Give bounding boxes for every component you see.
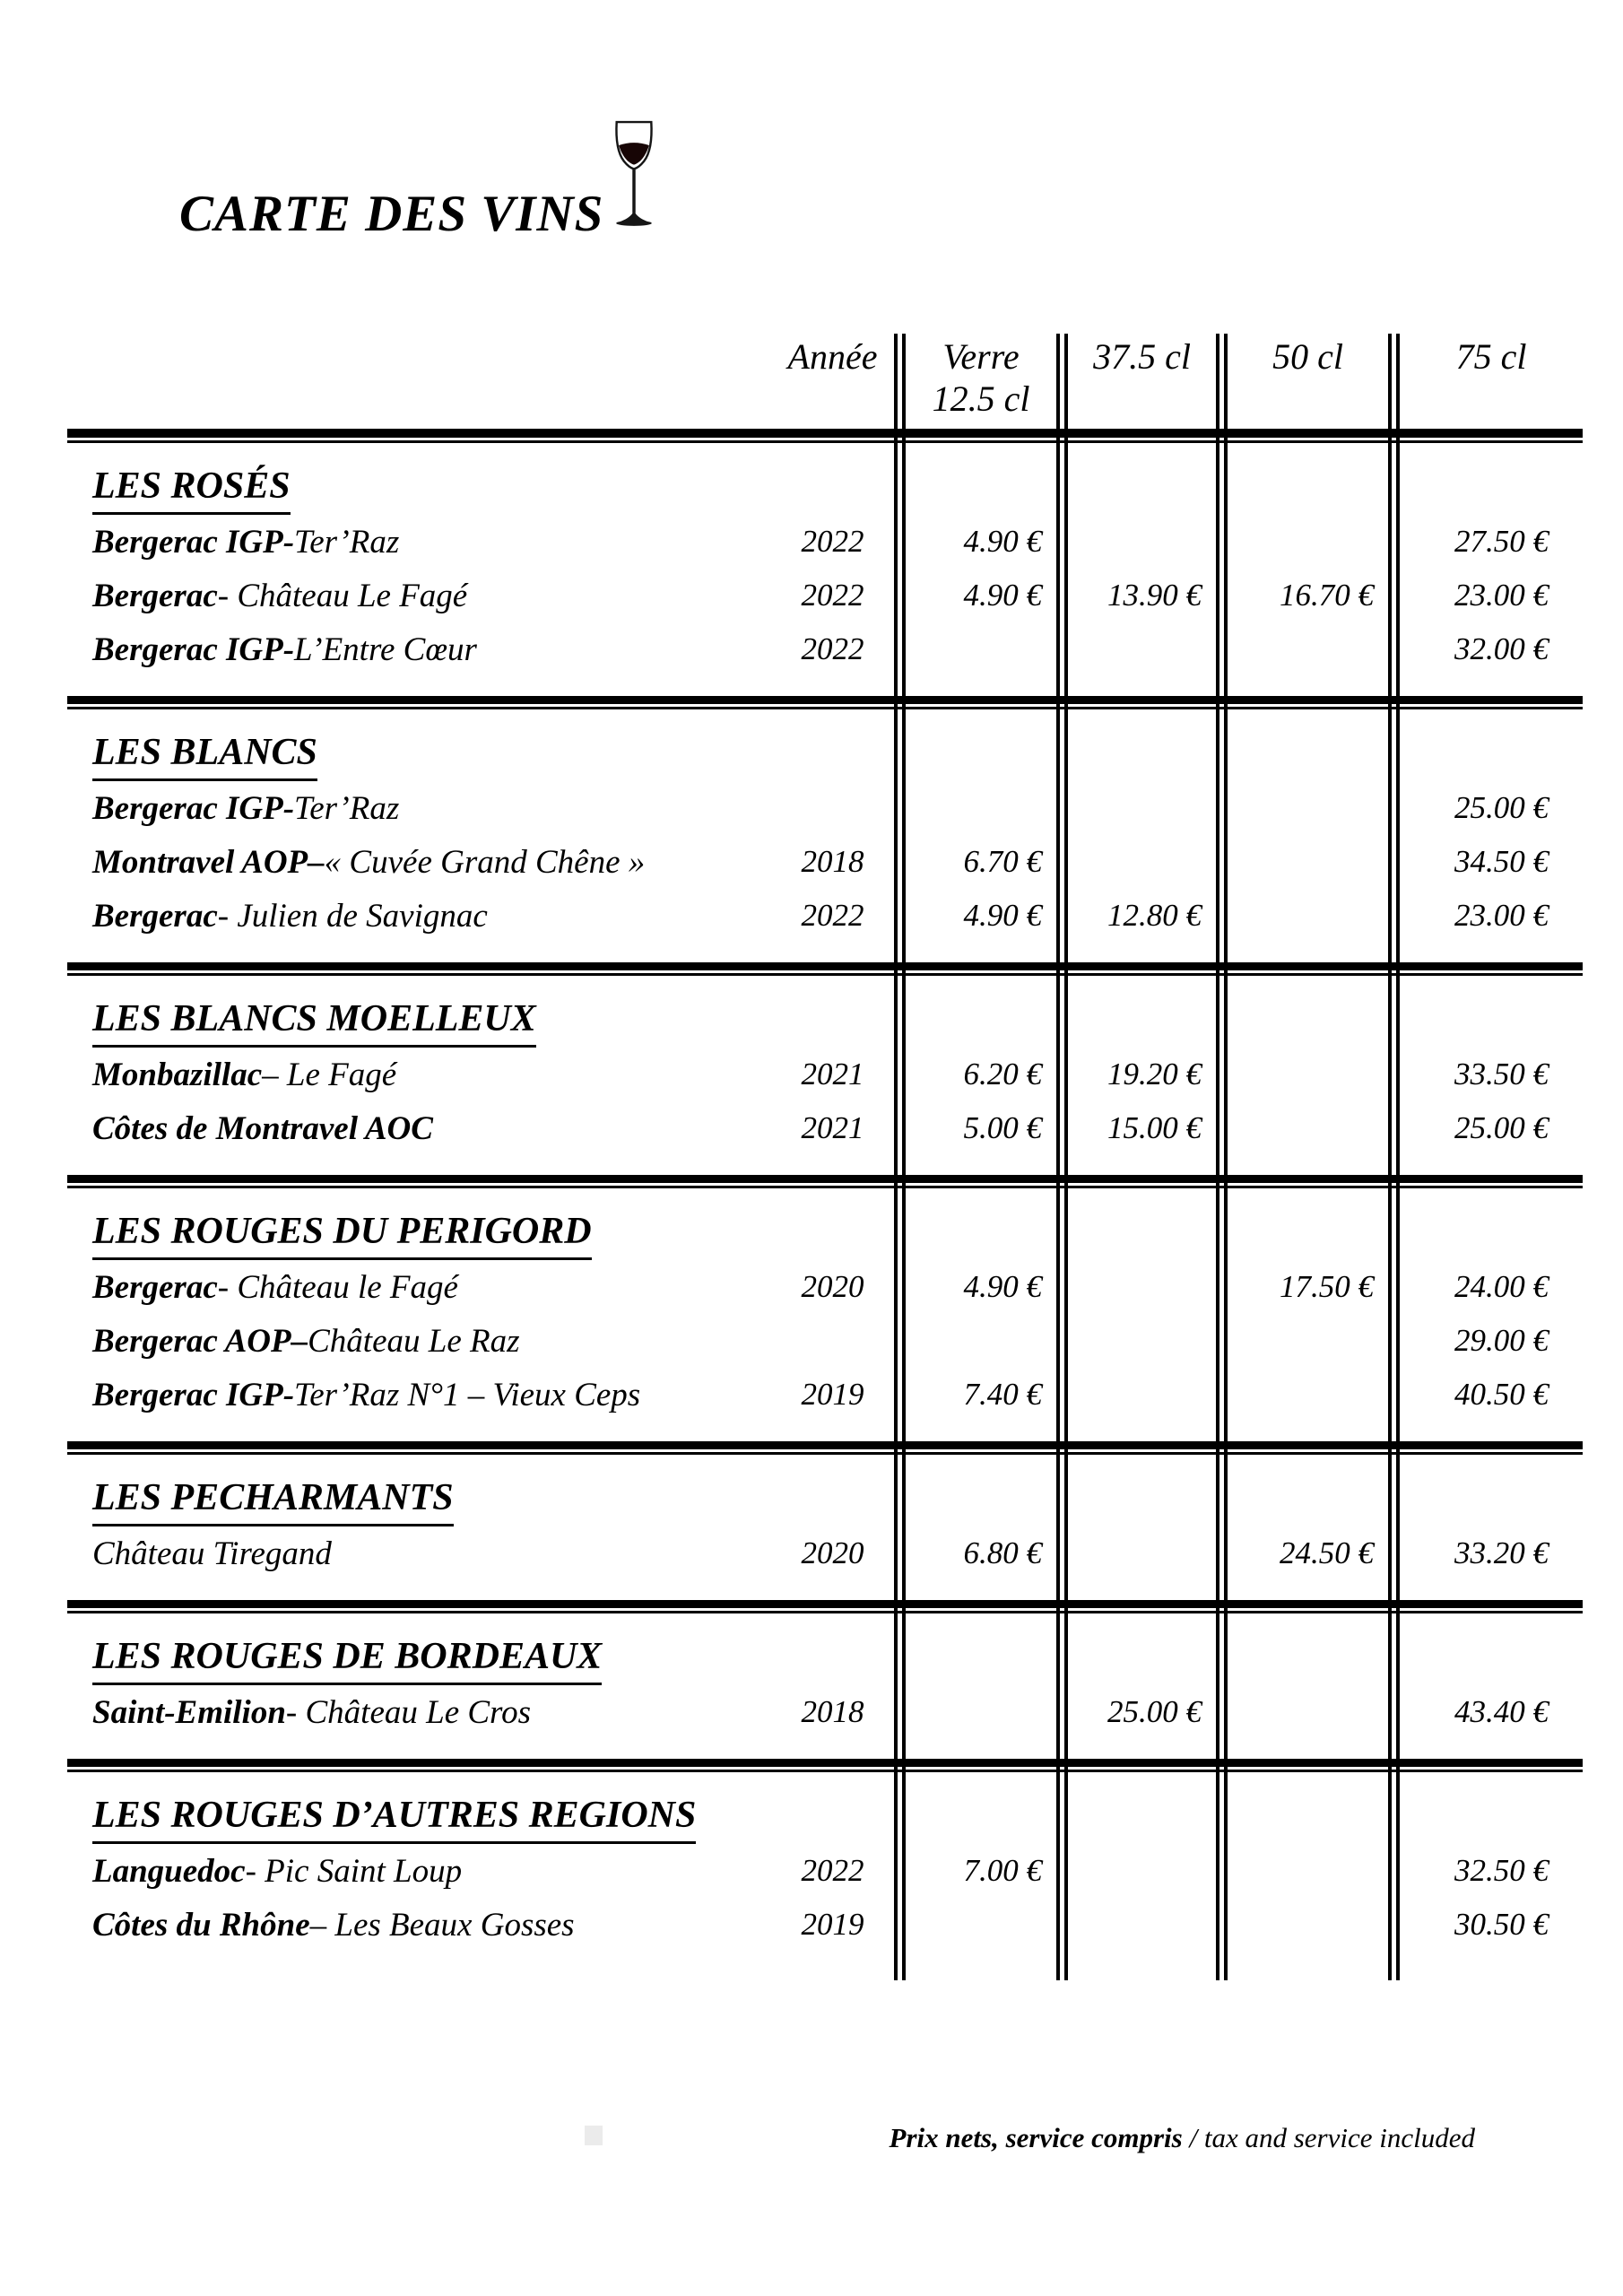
sep-verre-cell: [894, 1600, 1056, 1613]
pad-c50-cell: [1216, 943, 1388, 962]
pad-name-cell: [67, 1580, 771, 1600]
pad-c375-cell: [1056, 943, 1216, 962]
sep-annee-cell: [771, 1759, 894, 1772]
sep-c375-cell: [1056, 1175, 1216, 1188]
wine-name: Bergerac IGP- L’Entre Cœur: [92, 631, 477, 668]
wine-name: Saint-Emilion - Château Le Cros: [92, 1693, 531, 1731]
wine-name: Bergerac AOP– Château Le Raz: [92, 1322, 520, 1360]
price-c75: 32.00 €: [1388, 622, 1583, 676]
price-c75: 40.50 €: [1388, 1368, 1583, 1422]
pad-c375-cell: [1056, 1580, 1216, 1600]
trow-c75-cell: [1388, 1772, 1583, 1844]
wine-name: Château Tiregand: [92, 1535, 332, 1572]
pad-c50-cell: [1216, 676, 1388, 696]
header-verre-line1: Verre: [942, 336, 1020, 377]
trow-verre-cell: [894, 709, 1056, 781]
price-verre: [894, 781, 1056, 835]
trow-c50-cell: [1216, 443, 1388, 515]
trow-name-cell: [67, 709, 771, 781]
pad-annee-cell: [771, 1739, 894, 1759]
vintage-year: 2022: [801, 524, 864, 559]
header-separator: [894, 429, 1056, 443]
trow-c375-cell: [1056, 1188, 1216, 1260]
price-c75: 25.00 €: [1388, 781, 1583, 835]
price-c75: 24.00 €: [1388, 1260, 1583, 1314]
header-separator: [1056, 429, 1216, 443]
sep-verre-cell: [894, 962, 1056, 976]
tail-c50-cell: [1216, 1952, 1388, 1980]
footer-note-rest: / tax and service included: [1182, 2122, 1475, 2153]
price-c50: 24.50 €: [1216, 1526, 1388, 1580]
price-c75: 33.50 €: [1388, 1048, 1583, 1101]
price-verre: 7.40 €: [894, 1368, 1056, 1422]
sep-name-cell: [67, 1759, 771, 1772]
price-c375: 25.00 €: [1056, 1685, 1216, 1739]
price-c50: [1216, 1898, 1388, 1952]
pad-name-cell: [67, 676, 771, 696]
sep-annee-cell: [771, 696, 894, 709]
price-c375: 12.80 €: [1056, 889, 1216, 943]
pad-c75-cell: [1388, 943, 1583, 962]
price-verre: 4.90 €: [894, 889, 1056, 943]
vintage-year: 2020: [801, 1535, 864, 1570]
trow-c50-cell: [1216, 1613, 1388, 1685]
header-375cl: 37.5 cl: [1056, 334, 1216, 429]
section-title: LES ROUGES DE BORDEAUX: [92, 1635, 602, 1685]
vintage-year: 2022: [801, 578, 864, 613]
wine-glass-icon: [606, 120, 662, 231]
wine-name: Montravel AOP– « Cuvée Grand Chêne »: [92, 843, 646, 881]
pad-verre-cell: [894, 943, 1056, 962]
sep-c75-cell: [1388, 1759, 1583, 1772]
wine-name-bold: Bergerac: [92, 897, 218, 935]
price-c375: [1056, 781, 1216, 835]
price-c75: 34.50 €: [1388, 835, 1583, 889]
pad-c50-cell: [1216, 1580, 1388, 1600]
price-c50: [1216, 781, 1388, 835]
price-c75: 23.00 €: [1388, 569, 1583, 622]
tail-name-cell: [67, 1952, 771, 1980]
tail-c75-cell: [1388, 1952, 1583, 1980]
sep-verre-cell: [894, 1441, 1056, 1455]
wine-name-bold: Bergerac IGP-: [92, 1376, 295, 1413]
pad-annee-cell: [771, 676, 894, 696]
pad-annee-cell: [771, 1155, 894, 1175]
vintage-year: 2019: [801, 1907, 864, 1942]
price-c75: 29.00 €: [1388, 1314, 1583, 1368]
header-separator: [771, 429, 894, 443]
wine-name-bold: Saint-Emilion: [92, 1693, 286, 1731]
price-verre: 7.00 €: [894, 1844, 1056, 1898]
header-75cl: 75 cl: [1388, 334, 1583, 429]
price-c50: [1216, 622, 1388, 676]
pad-name-cell: [67, 943, 771, 962]
vintage-year: 2022: [801, 631, 864, 666]
vintage-year: [771, 1314, 894, 1368]
price-verre: 6.80 €: [894, 1526, 1056, 1580]
pad-verre-cell: [894, 1580, 1056, 1600]
trow-c50-cell: [1216, 1455, 1388, 1526]
price-c75: 30.50 €: [1388, 1898, 1583, 1952]
footer-note: [890, 2122, 1475, 2154]
vintage-year: 2022: [801, 898, 864, 933]
trow-c375-cell: [1056, 443, 1216, 515]
wine-name-bold: Côtes du Rhône: [92, 1906, 310, 1944]
trow-c75-cell: [1388, 1188, 1583, 1260]
trow-c75-cell: [1388, 976, 1583, 1048]
trow-c50-cell: [1216, 1772, 1388, 1844]
trow-c50-cell: [1216, 1188, 1388, 1260]
sep-name-cell: [67, 1441, 771, 1455]
sep-annee-cell: [771, 962, 894, 976]
trow-c375-cell: [1056, 709, 1216, 781]
pad-c375-cell: [1056, 1739, 1216, 1759]
trow-verre-cell: [894, 1613, 1056, 1685]
header-separator: [1388, 429, 1583, 443]
price-verre: [894, 1898, 1056, 1952]
wine-name-bold: Languedoc: [92, 1852, 246, 1890]
price-c50: 17.50 €: [1216, 1260, 1388, 1314]
header-verre: [894, 334, 1056, 429]
price-verre: [894, 1685, 1056, 1739]
sep-verre-cell: [894, 1759, 1056, 1772]
price-c75: 43.40 €: [1388, 1685, 1583, 1739]
sep-name-cell: [67, 696, 771, 709]
price-c75: 23.00 €: [1388, 889, 1583, 943]
vintage-year: 2022: [801, 1853, 864, 1888]
price-c75: 27.50 €: [1388, 515, 1583, 569]
trow-c50-cell: [1216, 709, 1388, 781]
price-c50: [1216, 835, 1388, 889]
sep-name-cell: [67, 962, 771, 976]
sep-c50-cell: [1216, 696, 1388, 709]
trow-annee-cell: [771, 443, 894, 515]
price-verre: 4.90 €: [894, 1260, 1056, 1314]
sep-c50-cell: [1216, 1759, 1388, 1772]
price-c50: [1216, 515, 1388, 569]
price-c375: [1056, 1844, 1216, 1898]
section-title: LES PECHARMANTS: [92, 1476, 454, 1526]
vintage-year: 2020: [801, 1269, 864, 1304]
footer-mark: [585, 2126, 603, 2145]
wine-name-bold: Bergerac AOP–: [92, 1322, 308, 1360]
sep-c75-cell: [1388, 962, 1583, 976]
section-title: LES BLANCS: [92, 731, 317, 781]
trow-c375-cell: [1056, 1772, 1216, 1844]
trow-annee-cell: [771, 709, 894, 781]
trow-c375-cell: [1056, 1455, 1216, 1526]
sep-c75-cell: [1388, 1175, 1583, 1188]
price-verre: 6.70 €: [894, 835, 1056, 889]
price-c375: 13.90 €: [1056, 569, 1216, 622]
trow-name-cell: [67, 1613, 771, 1685]
wine-name-bold: Bergerac IGP-: [92, 523, 295, 561]
price-c375: [1056, 1526, 1216, 1580]
price-c50: [1216, 1314, 1388, 1368]
trow-c375-cell: [1056, 976, 1216, 1048]
wine-name: Bergerac IGP- Ter’Raz: [92, 523, 400, 561]
price-verre: [894, 1314, 1056, 1368]
wine-name-bold: Montravel AOP–: [92, 843, 325, 881]
vintage-year: 2021: [801, 1110, 864, 1145]
header-name-cell: [67, 334, 771, 429]
price-c50: [1216, 1844, 1388, 1898]
pad-c50-cell: [1216, 1739, 1388, 1759]
price-c50: [1216, 1685, 1388, 1739]
sep-annee-cell: [771, 1175, 894, 1188]
sep-c75-cell: [1388, 1600, 1583, 1613]
sep-annee-cell: [771, 1441, 894, 1455]
trow-verre-cell: [894, 1455, 1056, 1526]
wine-name-bold: Bergerac IGP-: [92, 789, 295, 827]
trow-annee-cell: [771, 1772, 894, 1844]
pad-c75-cell: [1388, 1739, 1583, 1759]
section-title: LES ROUGES DU PERIGORD: [92, 1210, 592, 1260]
pad-verre-cell: [894, 676, 1056, 696]
sep-c50-cell: [1216, 1175, 1388, 1188]
trow-c75-cell: [1388, 1455, 1583, 1526]
tail-c375-cell: [1056, 1952, 1216, 1980]
sep-name-cell: [67, 1600, 771, 1613]
vintage-year: 2021: [801, 1057, 864, 1091]
price-c75: 32.50 €: [1388, 1844, 1583, 1898]
price-c50: [1216, 1101, 1388, 1155]
pad-c75-cell: [1388, 1422, 1583, 1441]
pad-name-cell: [67, 1422, 771, 1441]
wine-name-bold: Bergerac: [92, 577, 218, 614]
pad-c75-cell: [1388, 1580, 1583, 1600]
price-verre: 4.90 €: [894, 515, 1056, 569]
price-c50: [1216, 889, 1388, 943]
section-title: LES BLANCS MOELLEUX: [92, 997, 536, 1048]
price-c375: 15.00 €: [1056, 1101, 1216, 1155]
header-separator: [67, 429, 771, 443]
sep-c75-cell: [1388, 1441, 1583, 1455]
pad-c50-cell: [1216, 1422, 1388, 1441]
sep-c375-cell: [1056, 1759, 1216, 1772]
trow-c75-cell: [1388, 1613, 1583, 1685]
trow-name-cell: [67, 976, 771, 1048]
pad-verre-cell: [894, 1739, 1056, 1759]
pad-name-cell: [67, 1155, 771, 1175]
price-c375: [1056, 1368, 1216, 1422]
header-verre-line2: 12.5 cl: [932, 378, 1030, 419]
trow-c375-cell: [1056, 1613, 1216, 1685]
sep-c375-cell: [1056, 1441, 1216, 1455]
trow-c75-cell: [1388, 709, 1583, 781]
vintage-year: 2018: [801, 844, 864, 879]
price-c375: 19.20 €: [1056, 1048, 1216, 1101]
sep-name-cell: [67, 1175, 771, 1188]
pad-c375-cell: [1056, 676, 1216, 696]
price-c50: 16.70 €: [1216, 569, 1388, 622]
header-separator: [1216, 429, 1388, 443]
wine-name-bold: Monbazillac: [92, 1056, 263, 1093]
sep-c375-cell: [1056, 696, 1216, 709]
trow-annee-cell: [771, 1188, 894, 1260]
price-verre: [894, 622, 1056, 676]
sep-c50-cell: [1216, 962, 1388, 976]
header-50cl: 50 cl: [1216, 334, 1388, 429]
trow-verre-cell: [894, 1188, 1056, 1260]
sep-verre-cell: [894, 1175, 1056, 1188]
vintage-year: 2019: [801, 1377, 864, 1412]
wine-name-bold: Côtes de Montravel AOC: [92, 1109, 433, 1147]
wine-price-table: [67, 334, 1583, 1980]
sep-c375-cell: [1056, 962, 1216, 976]
wine-name: Monbazillac – Le Fagé: [92, 1056, 397, 1093]
wine-name: Bergerac - Château Le Fagé: [92, 577, 468, 614]
wine-name: [67, 1101, 771, 1155]
wine-name: Languedoc - Pic Saint Loup: [92, 1852, 463, 1890]
price-c375: [1056, 515, 1216, 569]
trow-verre-cell: [894, 976, 1056, 1048]
pad-c75-cell: [1388, 676, 1583, 696]
vintage-year: 2018: [801, 1694, 864, 1729]
pad-annee-cell: [771, 943, 894, 962]
pad-verre-cell: [894, 1155, 1056, 1175]
header-annee: Année: [787, 336, 878, 377]
wine-name: Côtes du Rhône – Les Beaux Gosses: [92, 1906, 575, 1944]
sep-annee-cell: [771, 1600, 894, 1613]
price-c75: 33.20 €: [1388, 1526, 1583, 1580]
sep-c50-cell: [1216, 1600, 1388, 1613]
sep-c375-cell: [1056, 1600, 1216, 1613]
trow-annee-cell: [771, 976, 894, 1048]
trow-c50-cell: [1216, 976, 1388, 1048]
pad-name-cell: [67, 1739, 771, 1759]
trow-name-cell: [67, 1455, 771, 1526]
pad-verre-cell: [894, 1422, 1056, 1441]
tail-verre-cell: [894, 1952, 1056, 1980]
wine-name: Bergerac IGP- Ter’Raz: [92, 789, 400, 827]
wine-name: Bergerac - Château le Fagé: [92, 1268, 458, 1306]
wine-name: Bergerac - Julien de Savignac: [92, 897, 488, 935]
trow-name-cell: [67, 1188, 771, 1260]
price-c375: [1056, 1898, 1216, 1952]
wine-name-bold: Bergerac IGP-: [92, 631, 295, 668]
pad-c375-cell: [1056, 1155, 1216, 1175]
price-c375: [1056, 622, 1216, 676]
page-title: CARTE DES VINS: [179, 186, 604, 242]
trow-name-cell: [67, 1772, 771, 1844]
price-c375: [1056, 1314, 1216, 1368]
price-c75: 25.00 €: [1388, 1101, 1583, 1155]
price-c50: [1216, 1048, 1388, 1101]
pad-c50-cell: [1216, 1155, 1388, 1175]
price-c50: [1216, 1368, 1388, 1422]
pad-annee-cell: [771, 1422, 894, 1441]
sep-c50-cell: [1216, 1441, 1388, 1455]
price-verre: 6.20 €: [894, 1048, 1056, 1101]
trow-annee-cell: [771, 1613, 894, 1685]
section-title: LES ROSÉS: [92, 465, 291, 515]
price-verre: 5.00 €: [894, 1101, 1056, 1155]
price-c375: [1056, 835, 1216, 889]
trow-verre-cell: [894, 1772, 1056, 1844]
trow-c75-cell: [1388, 443, 1583, 515]
pad-c375-cell: [1056, 1422, 1216, 1441]
tail-annee-cell: [771, 1952, 894, 1980]
wine-name-bold: Bergerac: [92, 1268, 218, 1306]
pad-c75-cell: [1388, 1155, 1583, 1175]
wine-name: Bergerac IGP- Ter’Raz N°1 – Vieux Ceps: [92, 1376, 641, 1413]
section-title: LES ROUGES D’AUTRES REGIONS: [92, 1794, 696, 1844]
pad-annee-cell: [771, 1580, 894, 1600]
trow-verre-cell: [894, 443, 1056, 515]
price-c375: [1056, 1260, 1216, 1314]
sep-verre-cell: [894, 696, 1056, 709]
trow-annee-cell: [771, 1455, 894, 1526]
trow-name-cell: [67, 443, 771, 515]
price-verre: 4.90 €: [894, 569, 1056, 622]
footer-note-bold: Prix nets, service compris: [889, 2122, 1183, 2153]
vintage-year: [771, 781, 894, 835]
sep-c75-cell: [1388, 696, 1583, 709]
